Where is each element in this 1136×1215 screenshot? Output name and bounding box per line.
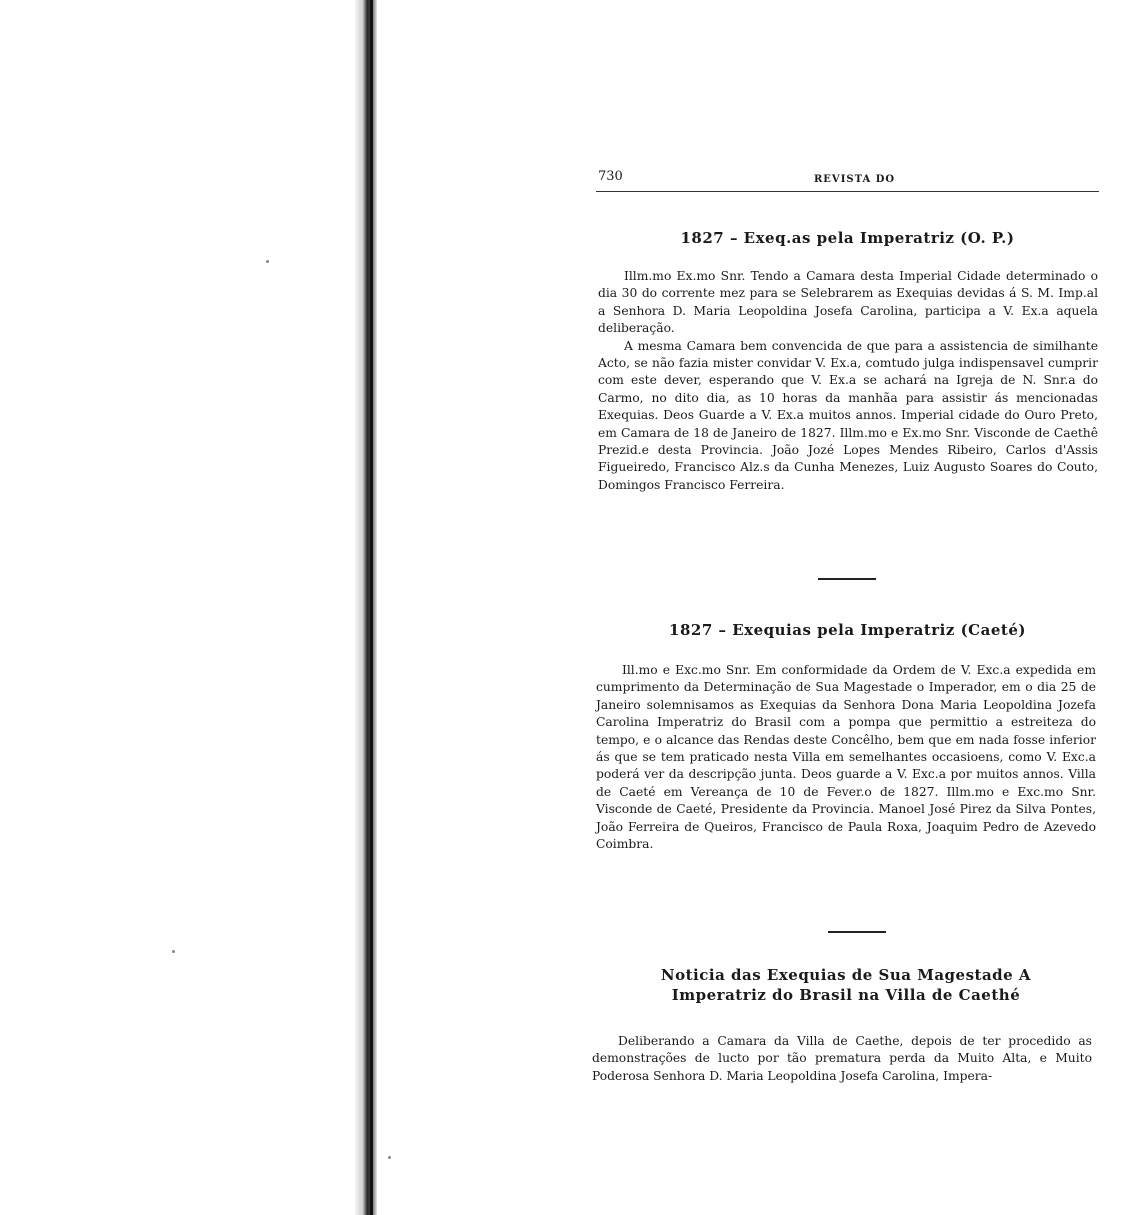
- scan-speck: [266, 260, 269, 263]
- paragraph: Ill.mo e Exc.mo Snr. Em conformidade da Ordem de V. Exc.a expedida em cumprimento da Determinação de Sua Magestade o Imperador, em o dia 25 de Janeiro solemnisamos as Exequias da Senhora Dona Maria Leopoldina Jozefa Carolina Imperatriz do Brasil com a pompa que permittio a estreiteza do tempo, e o alcance das Rendas deste Concêlho, bem que em nada fosse inferior ás que se tem praticado nesta Villa em semelhantes occasioens, como V. Exc.a poderá ver da descripção junta. Deos guarde a V. Exc.a por muitos annos. Villa de Caeté em Vereança de 10 de Fever.o de 1827. Illm.mo e Exc.mo Snr. Visconde de Caeté, Presidente da Provincia. Manoel José Pirez da Silva Pontes, João Ferreira de Queiros, Francisco de Paula Roxa, Joaquim Pedro de Azevedo Coimbra.: [596, 663, 1096, 852]
- scan-speck: [172, 950, 175, 953]
- scan-speck: [388, 1156, 391, 1159]
- section-title: 1827 – Exeq.as pela Imperatriz (O. P.): [680, 229, 1015, 247]
- paragraph: Deliberando a Camara da Villa de Caethe, depois de ter procedido as demonstrações de lucto por tão prematura perda da Muito Alta, e Muito Poderosa Senhora D. Maria Leopoldina Josefa Carolina, Impera-: [592, 1034, 1092, 1083]
- section-title: Noticia das Exequias de Sua Magestade A Imperatriz do Brasil na Villa de Caethé: [660, 966, 1032, 1004]
- paragraph: A mesma Camara bem convencida de que para a assistencia de similhante Acto, se não fazia mister convidar V. Ex.a, comtudo julga indispensavel cumprir com este dever, esperando que V. Ex.a se achará na Igreja de N. Snr.a do Carmo, no dito dia, as 10 horas da manhãa para assistir ás mencionadas Exequias. Deos Guarde a V. Ex.a muitos annos. Imperial cidade do Ouro Preto, em Camara de 18 de Janeiro de 1827. Illm.mo e Ex.mo Snr. Visconde de Caethê Prezid.e desta Provincia. João Jozé Lopes Mendes Ribeiro, Carlos d'Assis Figueiredo, Francisco Alz.s da Cunha Menezes, Luiz Augusto Soares do Couto, Domingos Francisco Ferreira.: [598, 338, 1098, 492]
- journal-name: REVISTA DO: [814, 174, 896, 185]
- running-head: [596, 165, 1099, 192]
- section-divider: [818, 578, 876, 580]
- book-page: [592, 165, 1099, 1083]
- section-divider: [828, 931, 886, 933]
- section-body: [592, 1033, 1092, 1085]
- paragraph: Illm.mo Ex.mo Snr. Tendo a Camara desta Imperial Cidade determinado o dia 30 do corrente mez para se Selebrarem as Exequias devidas á S. M. Imp.al a Senhora D. Maria Leopoldina Josefa Carolina, participa a V. Ex.a aquela deliberação.: [598, 269, 1098, 336]
- book-gutter-shadow: [355, 0, 377, 1215]
- section-body: [598, 268, 1098, 494]
- section-body: [596, 662, 1096, 853]
- book-spine-edge: [370, 0, 373, 1215]
- section-title: 1827 – Exequias pela Imperatriz (Caeté): [669, 621, 1026, 639]
- page-number: 730: [598, 169, 623, 184]
